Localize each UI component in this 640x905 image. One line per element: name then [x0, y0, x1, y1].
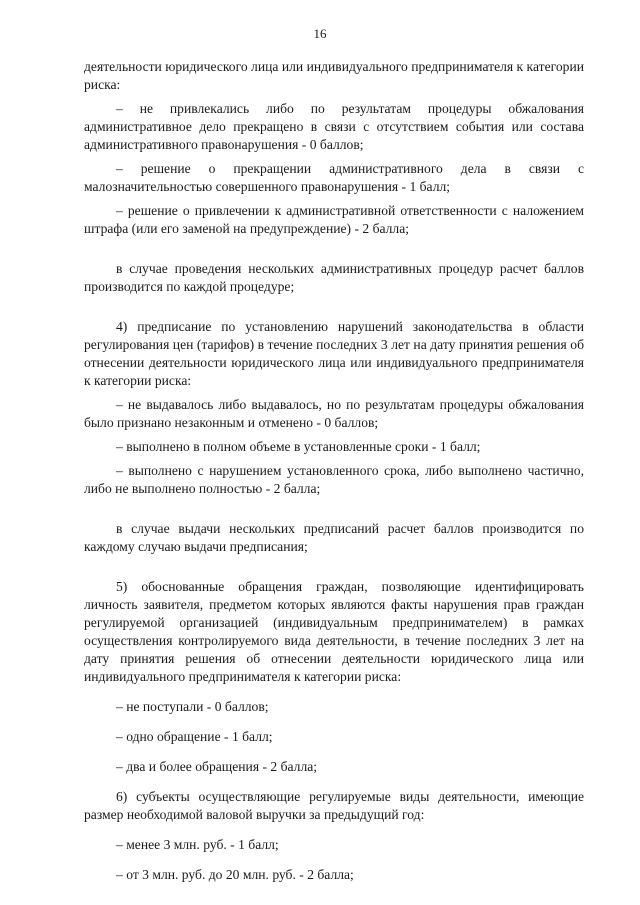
- paragraph-section-4: 4) предписание по установлению нарушений законодательства в области регулирования цен (тарифов) в течение последних 3 лет на дату принятия решения об отнесении деятельности юридического лица или индивидуального предпринимателя к категории риска:: [84, 319, 584, 388]
- paragraph-note: в случае проведения нескольких административных процедур расчет баллов производится по каждой процедуре;: [84, 261, 584, 294]
- paragraph-item: – от 3 млн. руб. до 20 млн. руб. - 2 балла;: [116, 867, 354, 882]
- paragraph-item: – менее 3 млн. руб. - 1 балл;: [116, 837, 279, 852]
- paragraph-intro: деятельности юридического лица или индивидуального предпринимателя к категории риска:: [84, 59, 584, 92]
- paragraph-item: – не выдавалось либо выдавалось, но по результатам процедуры обжалования было признано незаконным и отменено - 0 баллов;: [84, 397, 584, 430]
- paragraph-item: – не поступали - 0 баллов;: [116, 699, 269, 714]
- paragraph-item: – не привлекались либо по результатам процедуры обжалования административное дело прекращено в связи с отсутствием события или состава административного правонарушения - 0 баллов;: [84, 101, 584, 152]
- paragraph-item: – одно обращение - 1 балл;: [116, 729, 273, 744]
- paragraph-item: – выполнено с нарушением установленного срока, либо выполнено частично, либо не выполнено полностью - 2 балла;: [84, 463, 584, 496]
- paragraph-note: в случае выдачи нескольких предписаний расчет баллов производится по каждому случаю выдачи предписания;: [84, 521, 584, 554]
- paragraph-item: – выполнено в полном объеме в установленные сроки - 1 балл;: [116, 439, 481, 454]
- page-number: 16: [313, 26, 327, 41]
- paragraph-item: – решение о привлечении к административной ответственности с наложением штрафа (или его заменой на предупреждение) - 2 балла;: [84, 203, 584, 236]
- paragraph-item: – два и более обращения - 2 балла;: [116, 759, 318, 774]
- document-body: [84, 58, 584, 884]
- paragraph-section-5: 5) обоснованные обращения граждан, позволяющие идентифицировать личность заявителя, предметом которых являются факты нарушения прав граждан регулируемой организацией (индивидуальным предпринимателем) в рамках осуществления контролируемого вида деятельности, в течение последних 3 лет на дату принятия решения об отнесении деятельности юридического лица или индивидуального предпринимателя к категории риска:: [84, 579, 584, 684]
- paragraph-item: – решение о прекращении административного дела в связи с малозначительностью совершенного правонарушения - 1 балл;: [84, 161, 584, 194]
- paragraph-section-6: 6) субъекты осуществляющие регулируемые виды деятельности, имеющие размер необходимой валовой выручки за предыдущий год:: [84, 789, 584, 822]
